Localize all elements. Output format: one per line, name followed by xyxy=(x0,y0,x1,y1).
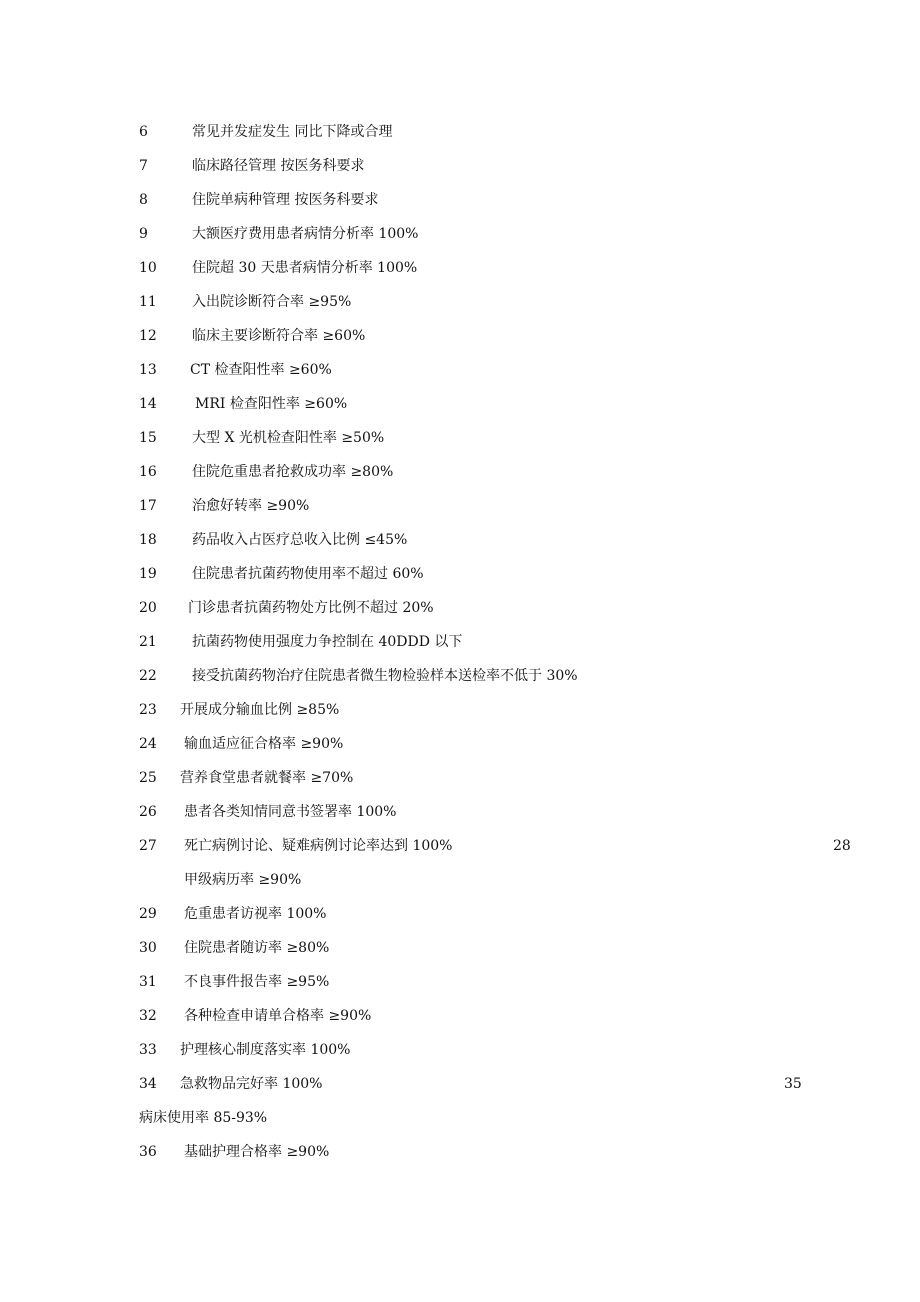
list-item xyxy=(0,562,920,586)
item-number: 22 xyxy=(139,668,157,684)
item-number: 6 xyxy=(139,124,148,140)
item-number-wrapped: 35 xyxy=(784,1076,802,1092)
item-number: 8 xyxy=(139,192,148,208)
item-number: 15 xyxy=(139,430,157,446)
list-item xyxy=(0,732,920,756)
list-item xyxy=(0,698,920,722)
list-item xyxy=(0,528,920,552)
item-text: MRI 检查阳性率 ≥60% xyxy=(195,396,348,412)
list-item xyxy=(0,358,920,382)
item-text: 住院危重患者抢救成功率 ≥80% xyxy=(192,464,394,480)
list-item xyxy=(0,1038,920,1062)
list-item xyxy=(0,460,920,484)
item-number: 7 xyxy=(139,158,148,174)
list-item xyxy=(0,1140,920,1164)
item-text: 死亡病例讨论、疑难病例讨论率达到 100% xyxy=(184,838,453,854)
item-number: 17 xyxy=(139,498,157,514)
item-text: 抗菌药物使用强度力争控制在 40DDD 以下 xyxy=(192,634,463,650)
item-number: 23 xyxy=(139,702,157,718)
item-text: 基础护理合格率 ≥90% xyxy=(184,1144,330,1160)
item-text: 病床使用率 85-93% xyxy=(139,1110,268,1126)
item-text: 药品收入占医疗总收入比例 ≤45% xyxy=(192,532,408,548)
list-item xyxy=(0,596,920,620)
item-text: 甲级病历率 ≥90% xyxy=(184,872,302,888)
item-number: 36 xyxy=(139,1144,157,1160)
list-item xyxy=(0,290,920,314)
item-text: 大型 X 光机检查阳性率 ≥50% xyxy=(192,430,385,446)
item-text: 住院患者抗菌药物使用率不超过 60% xyxy=(192,566,424,582)
item-text: 患者各类知情同意书签署率 100% xyxy=(184,804,397,820)
item-text: 接受抗菌药物治疗住院患者微生物检验样本送检率不低于 30% xyxy=(192,668,578,684)
list-item xyxy=(0,834,920,858)
list-item xyxy=(0,392,920,416)
item-text: 住院单病种管理 按医务科要求 xyxy=(192,192,379,208)
item-number: 27 xyxy=(139,838,157,854)
item-text: 输血适应征合格率 ≥90% xyxy=(184,736,344,752)
item-text: 危重患者访视率 100% xyxy=(184,906,327,922)
item-number: 9 xyxy=(139,226,148,242)
item-number: 25 xyxy=(139,770,157,786)
item-number: 13 xyxy=(139,362,157,378)
item-number: 14 xyxy=(139,396,157,412)
item-number: 32 xyxy=(139,1008,157,1024)
item-number-wrapped: 28 xyxy=(833,838,851,854)
item-number: 24 xyxy=(139,736,157,752)
list-item xyxy=(0,120,920,144)
list-item xyxy=(0,154,920,178)
item-text: 临床主要诊断符合率 ≥60% xyxy=(192,328,366,344)
item-text: 大额医疗费用患者病情分析率 100% xyxy=(192,226,419,242)
item-text: 护理核心制度落实率 100% xyxy=(180,1042,351,1058)
item-number: 30 xyxy=(139,940,157,956)
list-item xyxy=(0,766,920,790)
item-number: 19 xyxy=(139,566,157,582)
item-number: 26 xyxy=(139,804,157,820)
list-item xyxy=(0,256,920,280)
list-item xyxy=(0,222,920,246)
item-number: 31 xyxy=(139,974,157,990)
list-item xyxy=(0,936,920,960)
item-text: 住院超 30 天患者病情分析率 100% xyxy=(192,260,418,276)
item-number: 21 xyxy=(139,634,157,650)
list-item xyxy=(0,630,920,654)
item-number: 10 xyxy=(139,260,157,276)
list-item xyxy=(0,426,920,450)
list-item xyxy=(0,324,920,348)
list-item xyxy=(0,188,920,212)
item-text: 临床路径管理 按医务科要求 xyxy=(192,158,365,174)
list-item xyxy=(0,1004,920,1028)
item-number: 18 xyxy=(139,532,157,548)
item-number: 29 xyxy=(139,906,157,922)
item-text: 入出院诊断符合率 ≥95% xyxy=(192,294,352,310)
item-text: 住院患者随访率 ≥80% xyxy=(184,940,330,956)
item-number: 33 xyxy=(139,1042,157,1058)
item-text: 治愈好转率 ≥90% xyxy=(192,498,310,514)
item-text: CT 检查阳性率 ≥60% xyxy=(190,362,332,378)
list-item xyxy=(0,494,920,518)
item-number: 16 xyxy=(139,464,157,480)
item-number: 11 xyxy=(139,294,157,310)
item-text: 常见并发症发生 同比下降或合理 xyxy=(192,124,393,140)
item-text: 不良事件报告率 ≥95% xyxy=(184,974,330,990)
item-text: 门诊患者抗菌药物处方比例不超过 20% xyxy=(188,600,434,616)
item-text: 开展成分输血比例 ≥85% xyxy=(180,702,340,718)
item-number: 34 xyxy=(139,1076,157,1092)
list-item xyxy=(0,970,920,994)
item-number: 20 xyxy=(139,600,157,616)
item-text: 急救物品完好率 100% xyxy=(180,1076,323,1092)
item-text: 各种检查申请单合格率 ≥90% xyxy=(184,1008,372,1024)
list-item xyxy=(0,902,920,926)
list-item xyxy=(0,664,920,688)
item-number: 12 xyxy=(139,328,157,344)
list-item xyxy=(0,800,920,824)
list-item xyxy=(0,868,920,892)
list-item xyxy=(0,1106,920,1130)
item-text: 营养食堂患者就餐率 ≥70% xyxy=(180,770,354,786)
list-item xyxy=(0,1072,920,1096)
